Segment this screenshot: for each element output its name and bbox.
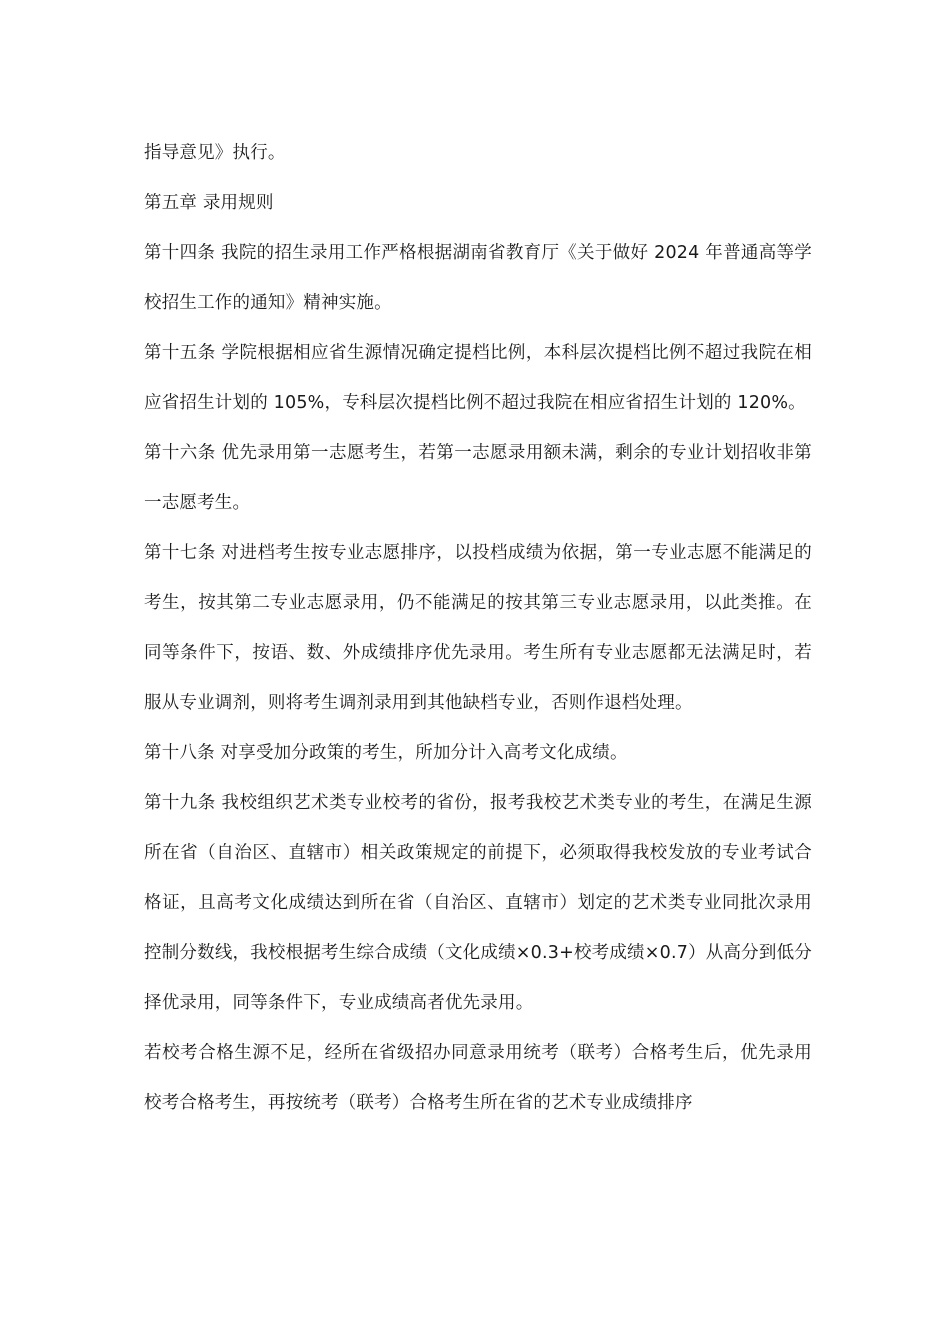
article-18: 第十八条 对享受加分政策的考生，所加分计入高考文化成绩。: [144, 743, 628, 763]
article-14: 第十四条 我院的招生录用工作严格根据湖南省教育厅《关于做好 2024 年普通高等学校招生工作的通知》精神实施。: [144, 243, 812, 313]
article-19-continued: 若校考合格生源不足，经所在省级招办同意录用统考（联考）合格考生后，优先录用校考合格考生，再按统考（联考）合格考生所在省的艺术专业成绩排序: [144, 1043, 812, 1113]
document-body: [144, 128, 812, 1128]
chapter-heading: 第五章 录用规则: [144, 193, 274, 213]
article-16: 第十六条 优先录用第一志愿考生，若第一志愿录用额未满，剩余的专业计划招收非第一志愿考生。: [144, 443, 812, 513]
article-15: 第十五条 学院根据相应省生源情况确定提档比例，本科层次提档比例不超过我院在相应省招生计划的 105%，专科层次提档比例不超过我院在相应省招生计划的 120%。: [144, 343, 812, 413]
article-17: 第十七条 对进档考生按专业志愿排序，以投档成绩为依据，第一专业志愿不能满足的考生，按其第二专业志愿录用，仍不能满足的按其第三专业志愿录用，以此类推。在同等条件下，按语、数、外成绩排序优先录用。考生所有专业志愿都无法满足时，若服从专业调剂，则将考生调剂录用到其他缺档专业，否则作退档处理。: [144, 543, 812, 713]
article-19: 第十九条 我校组织艺术类专业校考的省份，报考我校艺术类专业的考生，在满足生源所在省（自治区、直辖市）相关政策规定的前提下，必须取得我校发放的专业考试合格证，且高考文化成绩达到所在省（自治区、直辖市）划定的艺术类专业同批次录用控制分数线，我校根据考生综合成绩（文化成绩×0.3+校考成绩×0.7）从高分到低分择优录用，同等条件下，专业成绩高者优先录用。: [144, 793, 812, 1013]
paragraph-continuation: 指导意见》执行。: [144, 143, 286, 163]
